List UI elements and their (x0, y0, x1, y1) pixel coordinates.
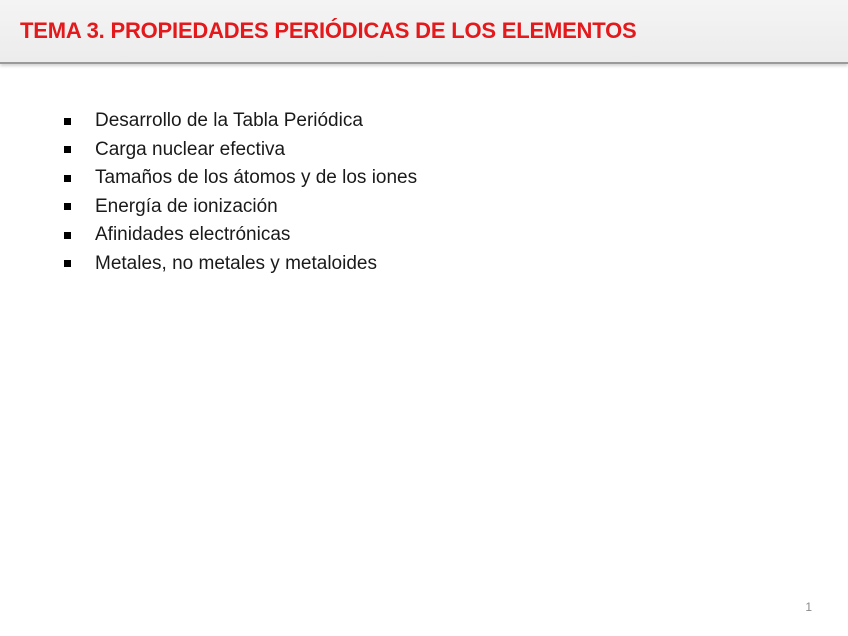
square-bullet-icon (64, 232, 71, 239)
slide-title: TEMA 3. PROPIEDADES PERIÓDICAS DE LOS ELEMENTOS (20, 18, 637, 43)
bullet-text: Carga nuclear efectiva (95, 138, 286, 160)
bullet-text: Energía de ionización (95, 195, 278, 217)
bullet-text: Desarrollo de la Tabla Periódica (95, 110, 363, 132)
square-bullet-icon (64, 118, 71, 125)
bullet-item (64, 164, 417, 193)
bullet-text: Afinidades electrónicas (95, 224, 291, 246)
bullet-item (64, 107, 417, 136)
bullet-item (64, 193, 417, 222)
title-bar (0, 0, 848, 64)
bullet-item (64, 250, 417, 279)
square-bullet-icon (64, 175, 71, 182)
square-bullet-icon (64, 146, 71, 153)
bullet-list (64, 107, 417, 278)
square-bullet-icon (64, 203, 71, 210)
bullet-item (64, 136, 417, 165)
bullet-item (64, 221, 417, 250)
square-bullet-icon (64, 260, 71, 267)
bullet-text: Metales, no metales y metaloides (95, 252, 377, 274)
page-number: 1 (805, 600, 812, 614)
bullet-text: Tamaños de los átomos y de los iones (95, 167, 418, 189)
